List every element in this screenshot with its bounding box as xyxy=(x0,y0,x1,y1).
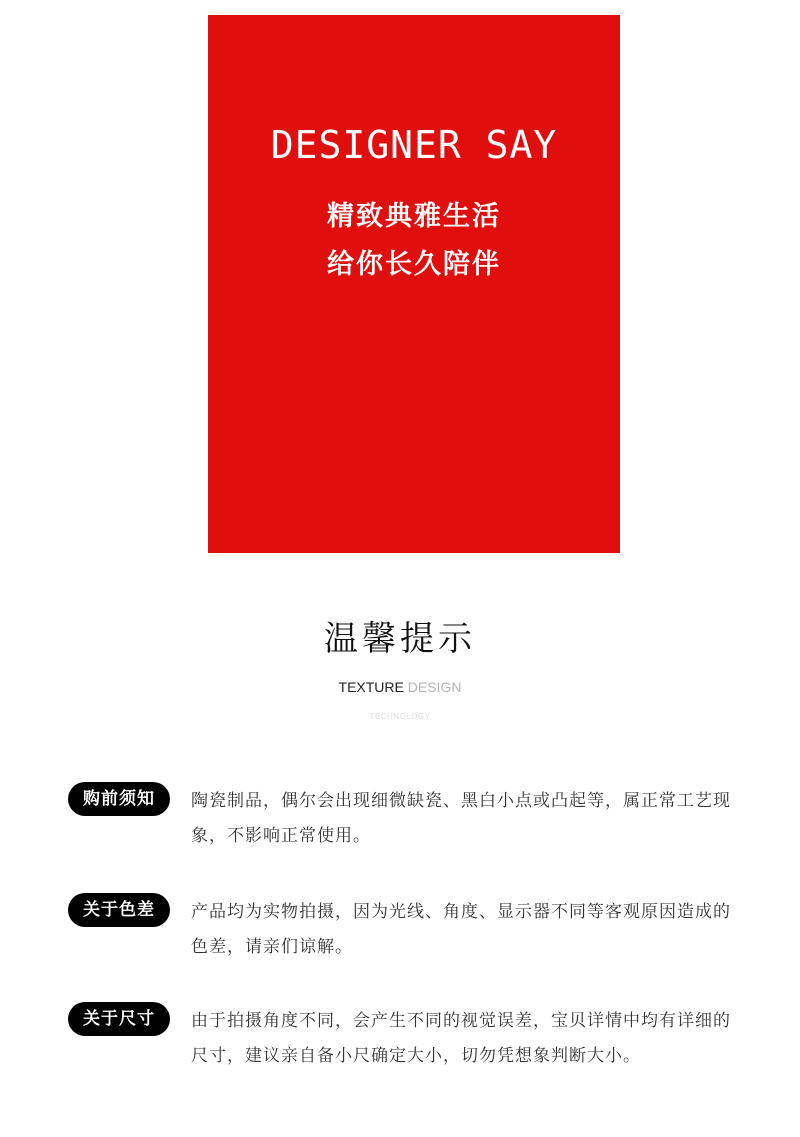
notice-text: 陶瓷制品，偶尔会出现细微缺瓷、黑白小点或凸起等，属正常工艺现象，不影响正常使用。 xyxy=(191,791,731,846)
section-subtitle xyxy=(0,678,800,696)
banner-tagline-1: 精致典雅生活 xyxy=(327,201,501,232)
designer-banner xyxy=(208,15,620,553)
notice-badge: 购前须知 xyxy=(68,782,170,816)
notice-text: 由于拍摄角度不同，会产生不同的视觉误差，宝贝详情中均有详细的尺寸，建议亲自备小尺确定大小，切勿凭想象判断大小。 xyxy=(191,1011,731,1066)
banner-tagline-2: 给你长久陪伴 xyxy=(327,249,501,280)
section-title: 温馨提示 xyxy=(324,619,476,659)
subtitle-texture: TEXTURE xyxy=(338,679,404,695)
technology-label: TECHNOLOGY xyxy=(369,712,431,721)
notice-badge: 关于色差 xyxy=(68,893,170,927)
notice-badge: 关于尺寸 xyxy=(68,1002,170,1036)
subtitle-design: DESIGN xyxy=(407,679,462,695)
banner-title: DESIGNER SAY xyxy=(270,123,558,167)
notice-text: 产品均为实物拍摄，因为光线、角度、显示器不同等客观原因造成的色差，请亲们谅解。 xyxy=(191,902,731,957)
